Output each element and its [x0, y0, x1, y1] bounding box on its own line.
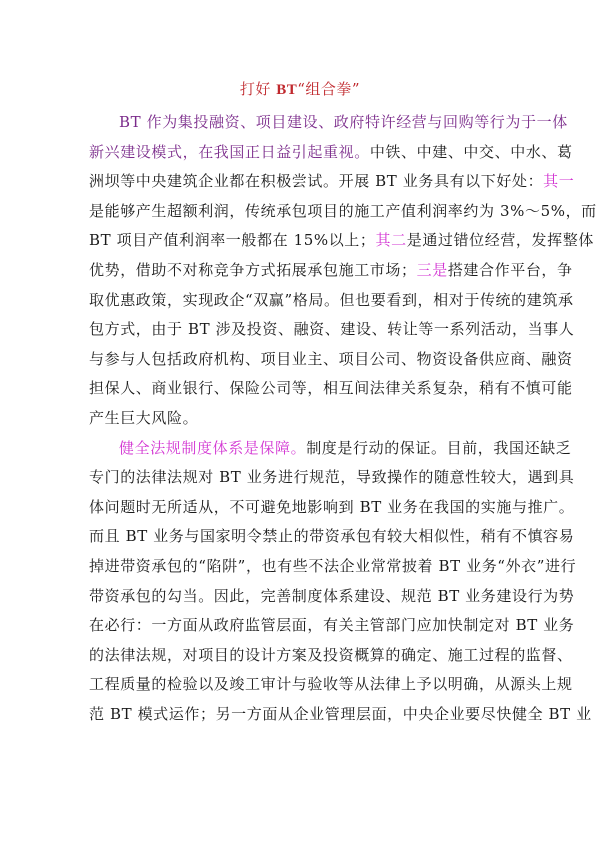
text-line [89, 315, 575, 345]
text-run: 产生巨大风险。 [89, 408, 199, 427]
text-run: 取优惠政策，实现政企“双赢”格局。但也要看到，相对于传统的建筑承 [89, 290, 574, 309]
text-line [89, 286, 574, 316]
text-run: 洲坝等中央建筑企业都在积极尝试。开展 BT 业务具有以下好处： [89, 172, 544, 191]
text-run: 的法律法规，对项目的设计方案及投资概算的确定、施工过程的监督、 [89, 645, 573, 664]
text-line [89, 138, 573, 168]
text-run: 掉进带资承包的“陷阱”，也有些不法企业常常披着 BT 业务“外衣”进行 [89, 556, 577, 575]
article-body [89, 108, 597, 729]
highlighted-text-run: 新兴建设模式，在我国正日益引起重视。 [89, 142, 370, 161]
text-run: 担保人、商业银行、保险公司等，相互间法律关系复杂，稍有不慎可能 [89, 379, 573, 398]
title-bt: BT [276, 82, 298, 98]
text-run: 优势，借助不对称竞争方式拓展承包施工市场； [89, 260, 417, 279]
text-run: 专门的法律法规对 BT 业务进行规范，导致操作的随意性较大，遇到具 [89, 468, 575, 487]
text-run: 工程质量的检验以及竣工审计与验收等从法律上予以明确，从源头上规 [89, 675, 573, 694]
text-line [89, 582, 575, 612]
title-suffix: “组合拳” [297, 80, 361, 98]
text-line [89, 611, 575, 641]
text-line [89, 108, 568, 138]
text-line [89, 522, 575, 552]
highlighted-text-run: 其一 [543, 172, 575, 191]
text-run: 与参与人包括政府机构、项目业主、项目公司、物资设备供应商、融资 [89, 349, 573, 368]
text-line [89, 434, 572, 464]
paragraph-legal-system [89, 434, 592, 730]
text-run: 体问题时无所适从，不可避免地影响到 BT 业务在我国的实施与推广。 [89, 497, 575, 516]
title-prefix: 打好 [239, 80, 277, 98]
text-line [89, 493, 575, 523]
text-run: 中铁、中建、中交、中水、葛 [369, 142, 573, 161]
highlighted-text-run: 健全法规制度体系是保障。 [119, 438, 307, 457]
highlighted-text-run: 三是 [416, 260, 448, 279]
text-run: 而且 BT 业务与国家明令禁止的带资承包有较大相似性，稍有不慎容易 [89, 527, 575, 546]
text-run: 是通过错位经营，发挥整体 [406, 231, 594, 250]
text-line [89, 226, 594, 256]
text-run: 范 BT 模式运作；另一方面从企业管理层面，中央企业要尽快健全 BT 业 [89, 704, 592, 723]
text-line [89, 404, 517, 434]
text-line [89, 670, 573, 700]
text-run: 带资承包的勾当。因此，完善制度体系建设、规范 BT 业务建设行为势 [89, 586, 575, 605]
highlighted-text-run: BT 作为集投融资、项目建设、政府特许经营与回购等行为于一体 [119, 113, 568, 131]
text-line [89, 700, 592, 730]
text-line [89, 197, 597, 227]
text-line [89, 256, 573, 286]
highlighted-text-run: 其二 [375, 231, 407, 250]
paragraph-advantages [89, 108, 597, 434]
text-line [89, 345, 573, 375]
article-title [0, 78, 600, 99]
text-run: 制度是行动的保证。目前，我国还缺乏 [306, 438, 572, 457]
text-line [89, 374, 573, 404]
text-line [89, 463, 575, 493]
text-line [89, 641, 573, 671]
text-run: 是能够产生超额利润，传统承包项目的施工产值利润率约为 3%～5%，而 [89, 201, 597, 220]
text-line [89, 167, 575, 197]
text-run: 在必行：一方面从政府监管层面，有关主管部门应加快制定对 BT 业务 [89, 616, 575, 635]
text-line [89, 552, 577, 582]
text-run: BT 项目产值利润率一般都在 15%以上； [89, 231, 376, 250]
text-run: 包方式，由于 BT 涉及投资、融资、建设、转让等一系列活动，当事人 [89, 320, 575, 339]
text-run: 搭建合作平台，争 [447, 260, 573, 279]
